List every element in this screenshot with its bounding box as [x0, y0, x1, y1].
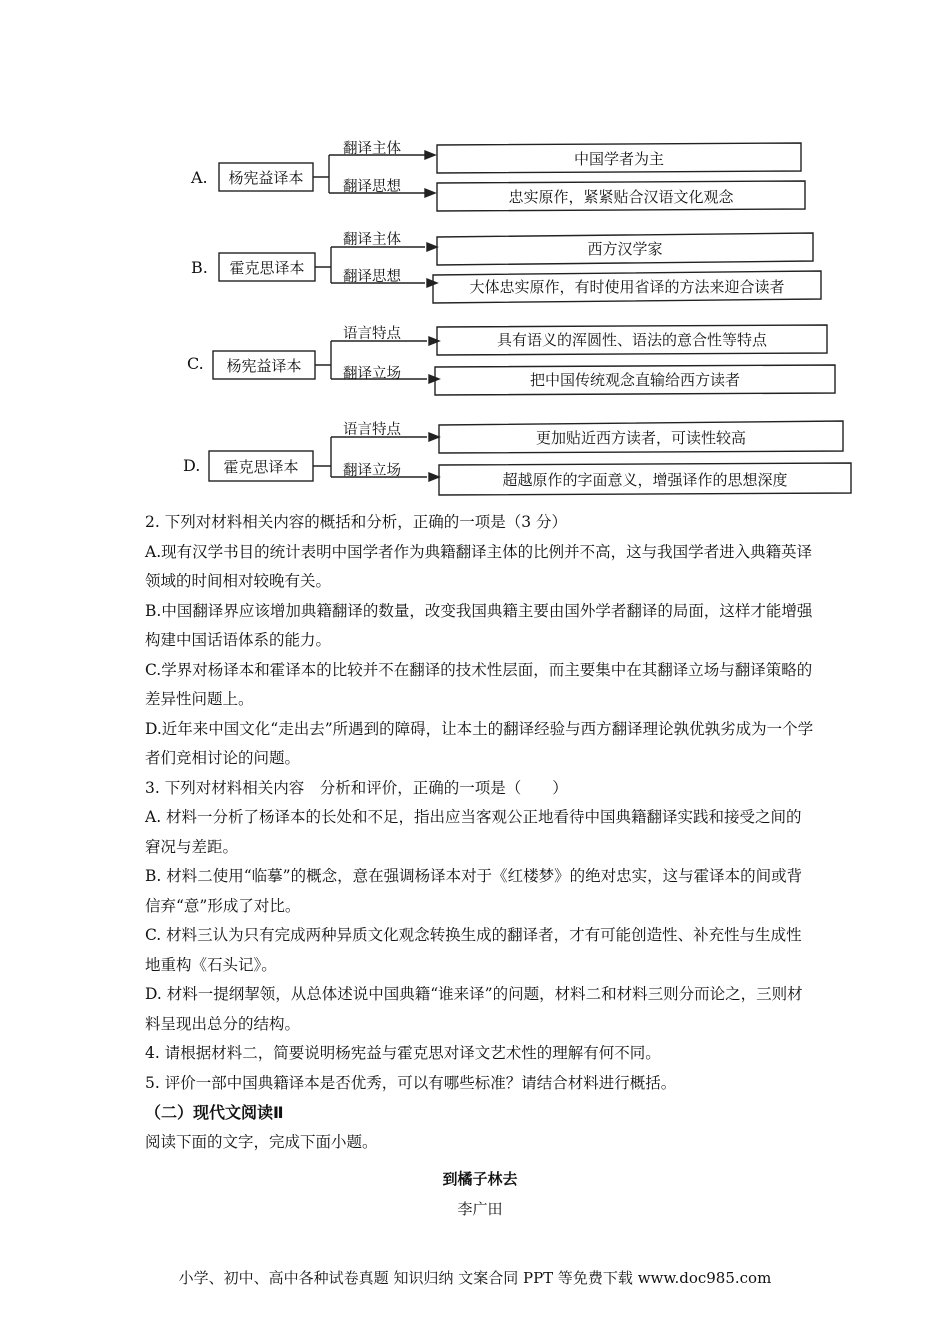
- branch-content-d2: 超越原作的字面意义，增强译作的思想深度: [502, 471, 788, 489]
- branch-content-a1: 中国学者为主: [573, 150, 665, 168]
- questions-section: [145, 508, 815, 1224]
- translator-label-a: 杨宪益译本: [228, 169, 304, 187]
- option-letter-d: D.: [183, 456, 201, 475]
- branch-content-b2: 大体忠实原作，有时使用省译的方法来迎合读者: [469, 278, 785, 296]
- question-3-option-d: D. 材料一提纲挈领，从总体述说中国典籍“谁来译”的问题，材料二和材料三则分而论之，三则材料呈现出总分的结构。: [145, 985, 803, 1033]
- translator-label-c: 杨宪益译本: [226, 357, 302, 375]
- question-4: 4. 请根据材料二，简要说明杨宪益与霍克思对译文艺术性的理解有何不同。: [145, 1044, 661, 1062]
- branch-label-b2: 翻译思想: [343, 269, 401, 285]
- branch-content-c2: 把中国传统观念直输给西方读者: [529, 371, 741, 389]
- branch-content-d1: 更加贴近西方读者，可读性较高: [535, 429, 747, 447]
- option-letter-a: A.: [191, 168, 208, 187]
- question-3-stem: 3. 下列对材料相关内容 分析和评价，正确的一项是（ ）: [145, 778, 568, 797]
- reading-instruction: 阅读下面的文字，完成下面小题。: [145, 1133, 378, 1151]
- question-3-option-a: A. 材料一分析了杨译本的长处和不足，指出应当客观公正地看待中国典籍翻译实践和接受之间的窘况与差距。: [145, 808, 802, 856]
- branch-label-c2: 翻译立场: [343, 366, 401, 382]
- translator-label-b: 霍克思译本: [229, 259, 305, 277]
- section-title: （二）现代文阅读Ⅱ: [145, 1103, 284, 1122]
- question-2-option-a: A.现有汉学书目的统计表明中国学者作为典籍翻译主体的比例并不高，这与我国学者进入典籍英译领域的时间相对较晚有关。: [145, 542, 813, 590]
- branch-content-b1: 西方汉学家: [587, 240, 663, 258]
- story-title: 到橘子林去: [442, 1169, 518, 1188]
- branch-label-d2: 翻译立场: [343, 463, 401, 479]
- branch-content-c1: 具有语义的浑圆性、语法的意合性等特点: [496, 331, 768, 349]
- translator-label-d: 霍克思译本: [223, 458, 299, 476]
- story-author: 李广田: [457, 1199, 503, 1218]
- branch-label-a2: 翻译思想: [343, 179, 401, 195]
- question-3-option-b: B. 材料二使用“临摹”的概念，意在强调杨译本对于《红楼梦》的绝对忠实，这与霍译本的间或背信弃“意”形成了对比。: [145, 867, 803, 915]
- option-diagrams: [145, 135, 865, 500]
- question-2-option-d: D.近年来中国文化“走出去”所遇到的障碍，让本土的翻译经验与西方翻译理论孰优孰劣成为一个学者们竞相讨论的问题。: [145, 719, 814, 767]
- option-letter-c: C.: [187, 354, 204, 373]
- page-footer: 小学、初中、高中各种试卷真题 知识归纳 文案合同 PPT 等免费下载 www.doc985.com: [178, 1269, 772, 1287]
- question-3-option-c: C. 材料三认为只有完成两种异质文化观念转换生成的翻译者，才有可能创造性、补充性与生成性地重构《石头记》。: [145, 926, 802, 974]
- question-5: 5. 评价一部中国典籍译本是否优秀，可以有哪些标准？请结合材料进行概括。: [145, 1073, 677, 1092]
- branch-label-a1: 翻译主体: [343, 141, 401, 157]
- question-2-option-b: B.中国翻译界应该增加典籍翻译的数量，改变我国典籍主要由国外学者翻译的局面，这样才能增强构建中国话语体系的能力。: [145, 601, 813, 649]
- option-letter-b: B.: [191, 258, 208, 277]
- branch-label-b1: 翻译主体: [343, 232, 401, 248]
- mind-map-diagrams: [145, 135, 865, 500]
- question-2-option-c: C.学界对杨译本和霍译本的比较并不在翻译的技术性层面，而主要集中在其翻译立场与翻译策略的差异性问题上。: [145, 660, 813, 708]
- question-2-stem: 2. 下列对材料相关内容的概括和分析，正确的一项是（3 分）: [145, 513, 568, 531]
- branch-content-a2: 忠实原作，紧紧贴合汉语文化观念: [508, 188, 734, 206]
- branch-label-c1: 语言特点: [343, 326, 401, 342]
- branch-label-d1: 语言特点: [343, 422, 401, 438]
